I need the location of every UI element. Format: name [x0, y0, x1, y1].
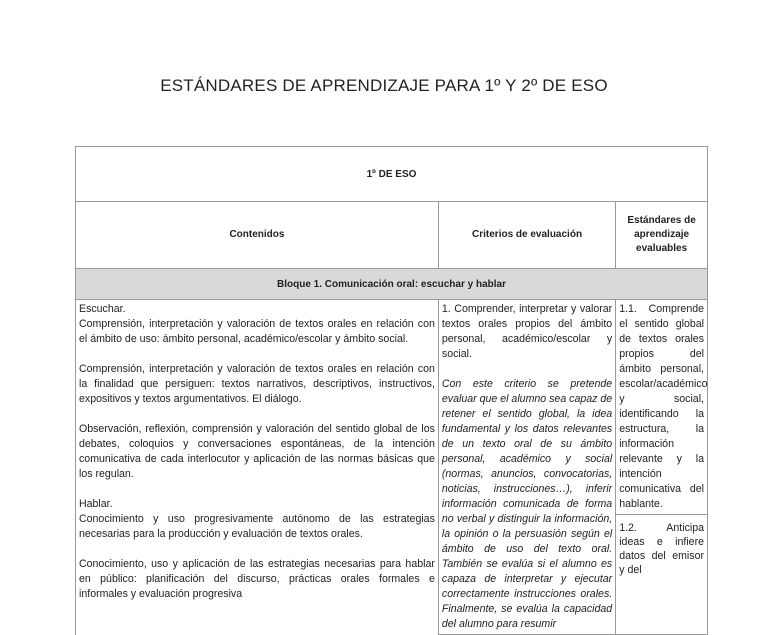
contenido-item: Escuchar. — [79, 303, 126, 315]
standards-table — [75, 146, 708, 635]
contenido-item: Observación, reflexión, comprensión y valoración del sentido global de los debates, coloquios y conversaciones espontáneas, de la intención comunicativa de cada interlocutor y aplicación de las normas básicas que los regulan. — [79, 423, 435, 480]
document-title: ESTÁNDARES DE APRENDIZAJE PARA 1º Y 2º DE ESO — [160, 76, 608, 95]
contenido-item: Hablar. — [79, 498, 113, 510]
contenidos-cell — [76, 300, 439, 635]
estandar-cell: 1.1. Comprende el sentido global de textos orales propios del ámbito personal, escolar/académico y social, identificando la estructura, la información relevante y la intención comunicativa del hablante. — [616, 300, 708, 515]
header-contenidos: Contenidos — [76, 202, 439, 269]
contenido-item: Comprensión, interpretación y valoración de textos orales en relación con el ámbito de uso: ámbito personal, académico/escolar y ámbito social. — [79, 318, 435, 345]
block-header: Bloque 1. Comunicación oral: escuchar y hablar — [76, 269, 708, 300]
contenido-item: Conocimiento, uso y aplicación de las estrategias necesarias para hablar en público: planificación del discurso, prácticas orales formales e informales y evaluación progresiva — [79, 558, 435, 600]
header-criterios: Criterios de evaluación — [438, 202, 615, 269]
header-estandares: Estándares de aprendizaje evaluables — [616, 202, 708, 269]
contenido-item: Comprensión, interpretación y valoración de textos orales en relación con la finalidad que persiguen: textos narrativos, descriptivos, instructivos, expositivos y textos argumentativos. El diálogo. — [79, 363, 435, 405]
criterio-title: 1. Comprender, interpretar y valorar textos orales propios del ámbito personal, académico/escolar y social. — [441, 303, 613, 360]
criterio-cell — [438, 300, 615, 635]
estandar-cell: 1.2. Anticipa ideas e infiere datos del emisor y del — [616, 515, 708, 635]
criterio-description: Con este criterio se pretende evaluar que el alumno sea capaz de retener el sentido global, la idea fundamental y los datos relevantes de un texto oral de su ámbito personal, académico y social (normas, anuncios, convocatorias, noticias, instrucciones…), inferir información comunicada de forma no verbal y distinguir la información, la opinión o la persuasión según el ámbito de uso del texto oral. También se evalúa si el alumno es capaza de interpretar y ejecutar correctamente instrucciones orales. Finalmente, se evalúa la capacidad del alumno para resumir — [441, 378, 613, 630]
course-header: 1º DE ESO — [76, 147, 708, 202]
contenido-item: Conocimiento y uso progresivamente autónomo de las estrategias necesarias para la producción y evaluación de textos orales. — [79, 513, 435, 540]
